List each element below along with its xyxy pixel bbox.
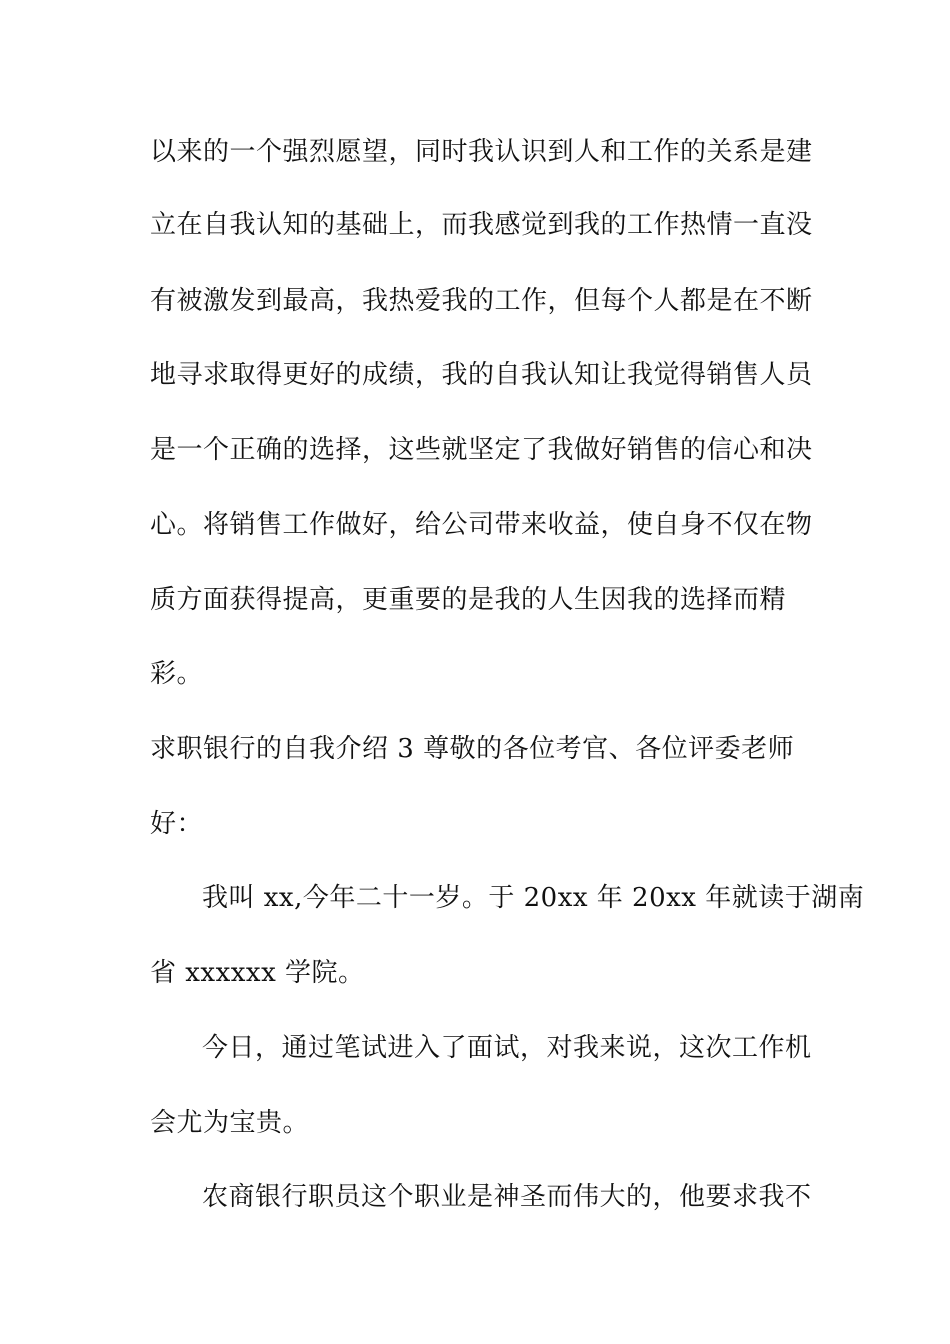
- text-line: 是一个正确的选择，这些就坚定了我做好销售的信心和决: [150, 435, 813, 465]
- text-line: 有被激发到最高，我热爱我的工作，但每个人都是在不断: [150, 286, 813, 316]
- text-line: 以来的一个强烈愿望，同时我认识到人和工作的关系是建: [150, 137, 813, 167]
- text-line: 好：: [150, 809, 204, 839]
- paragraph-start: 我叫 xx,今年二十一岁。于 20xx 年 20xx 年就读于湖南: [202, 883, 865, 913]
- paragraph-start: 农商银行职员这个职业是神圣而伟大的，他要求我不: [202, 1182, 812, 1212]
- text-line: 省 xxxxxx 学院。: [150, 958, 365, 988]
- text-line: 会尤为宝贵。: [150, 1108, 310, 1138]
- text-line: 立在自我认知的基础上，而我感觉到我的工作热情一直没: [150, 210, 813, 240]
- section-heading: 求职银行的自我介绍 3 尊敬的各位考官、各位评委老师: [150, 734, 795, 764]
- text-line: 彩。: [150, 659, 204, 689]
- text-line: 地寻求取得更好的成绩，我的自我认知让我觉得销售人员: [150, 360, 813, 390]
- text-line: 心。将销售工作做好，给公司带来收益，使自身不仅在物: [150, 510, 813, 540]
- paragraph-start: 今日，通过笔试进入了面试，对我来说，这次工作机: [202, 1033, 812, 1063]
- text-line: 质方面获得提高，更重要的是我的人生因我的选择而精: [150, 585, 787, 615]
